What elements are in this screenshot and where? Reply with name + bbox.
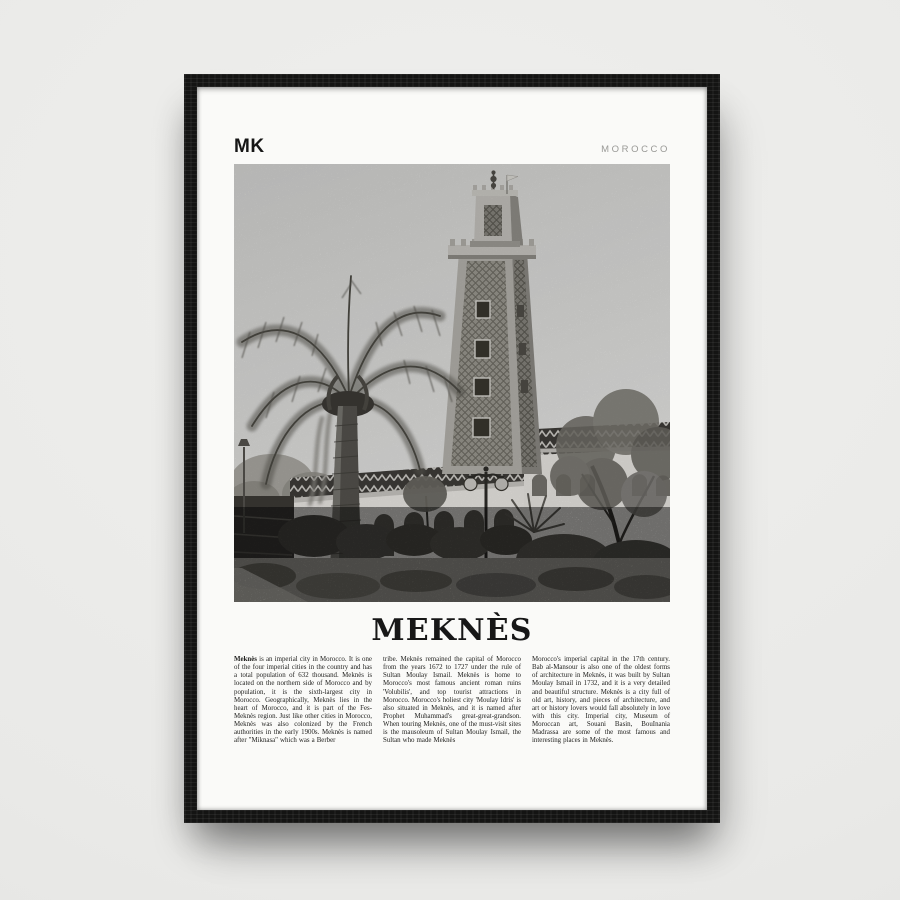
article-column-2: tribe. Meknès remained the capital of Morocco from the years 1672 to 1727 under the rule of Sultan Moulay Ismail. Meknès is home to Morocco's most famous ancient roman ruins 'Volubilis', and top tourist attractions in Morocco. Morocco's holiest city 'Moulay Idris' is also situated in Meknès, and it is named after Prophet Muhammad's great-great-grandson. When touring Meknès, one of the must-visit sites is the mausoleum of Sultan Moulay Ismail, the Sultan who made Meknès	[383, 656, 521, 745]
article-column-3: Morocco's imperial capital in the 17th century. Bab al-Mansour is also one of the oldest forms of architecture in Meknès, it was built by Sultan Moulay Ismail in 1732, and it is a very detailed and beautiful structure. Meknès is a city full of old art, history, and pieces of architecture, and art or history lovers would fall absolutely in love with this city. Imperial city, Museum of Moroccan art, Souani Basin, BouInania Madrassa are some of the most famous and interesting places in Meknès.	[532, 656, 670, 745]
article-column-1	[234, 656, 372, 746]
poster-title: MEKNÈS	[371, 613, 533, 648]
photo-grain-overlay	[234, 164, 670, 602]
article-columns	[234, 656, 670, 746]
article-lead-word: Meknès	[234, 656, 257, 663]
poster-header	[234, 136, 670, 158]
city-photo	[234, 164, 670, 602]
country-label: MOROCCO	[601, 144, 670, 155]
poster-paper	[197, 87, 707, 810]
logo-text: MK	[234, 136, 265, 157]
picture-frame	[184, 74, 720, 823]
article-column-1-text: is an imperial city in Morocco. It is one of the four imperial cities in the country and has a total population of 632 thousand. Meknès is located on the northern side of Morocco and by population, it is the sixth-largest city in Morocco. Geographically, Meknès lies in the heart of Morocco, and it is part of the Fes-Meknès region. Just like other cities in Morocco, Meknès was also colonized by the French authorities in the early 1900s. Meknès is named after "Miknasa" which was a Berber	[234, 656, 372, 745]
